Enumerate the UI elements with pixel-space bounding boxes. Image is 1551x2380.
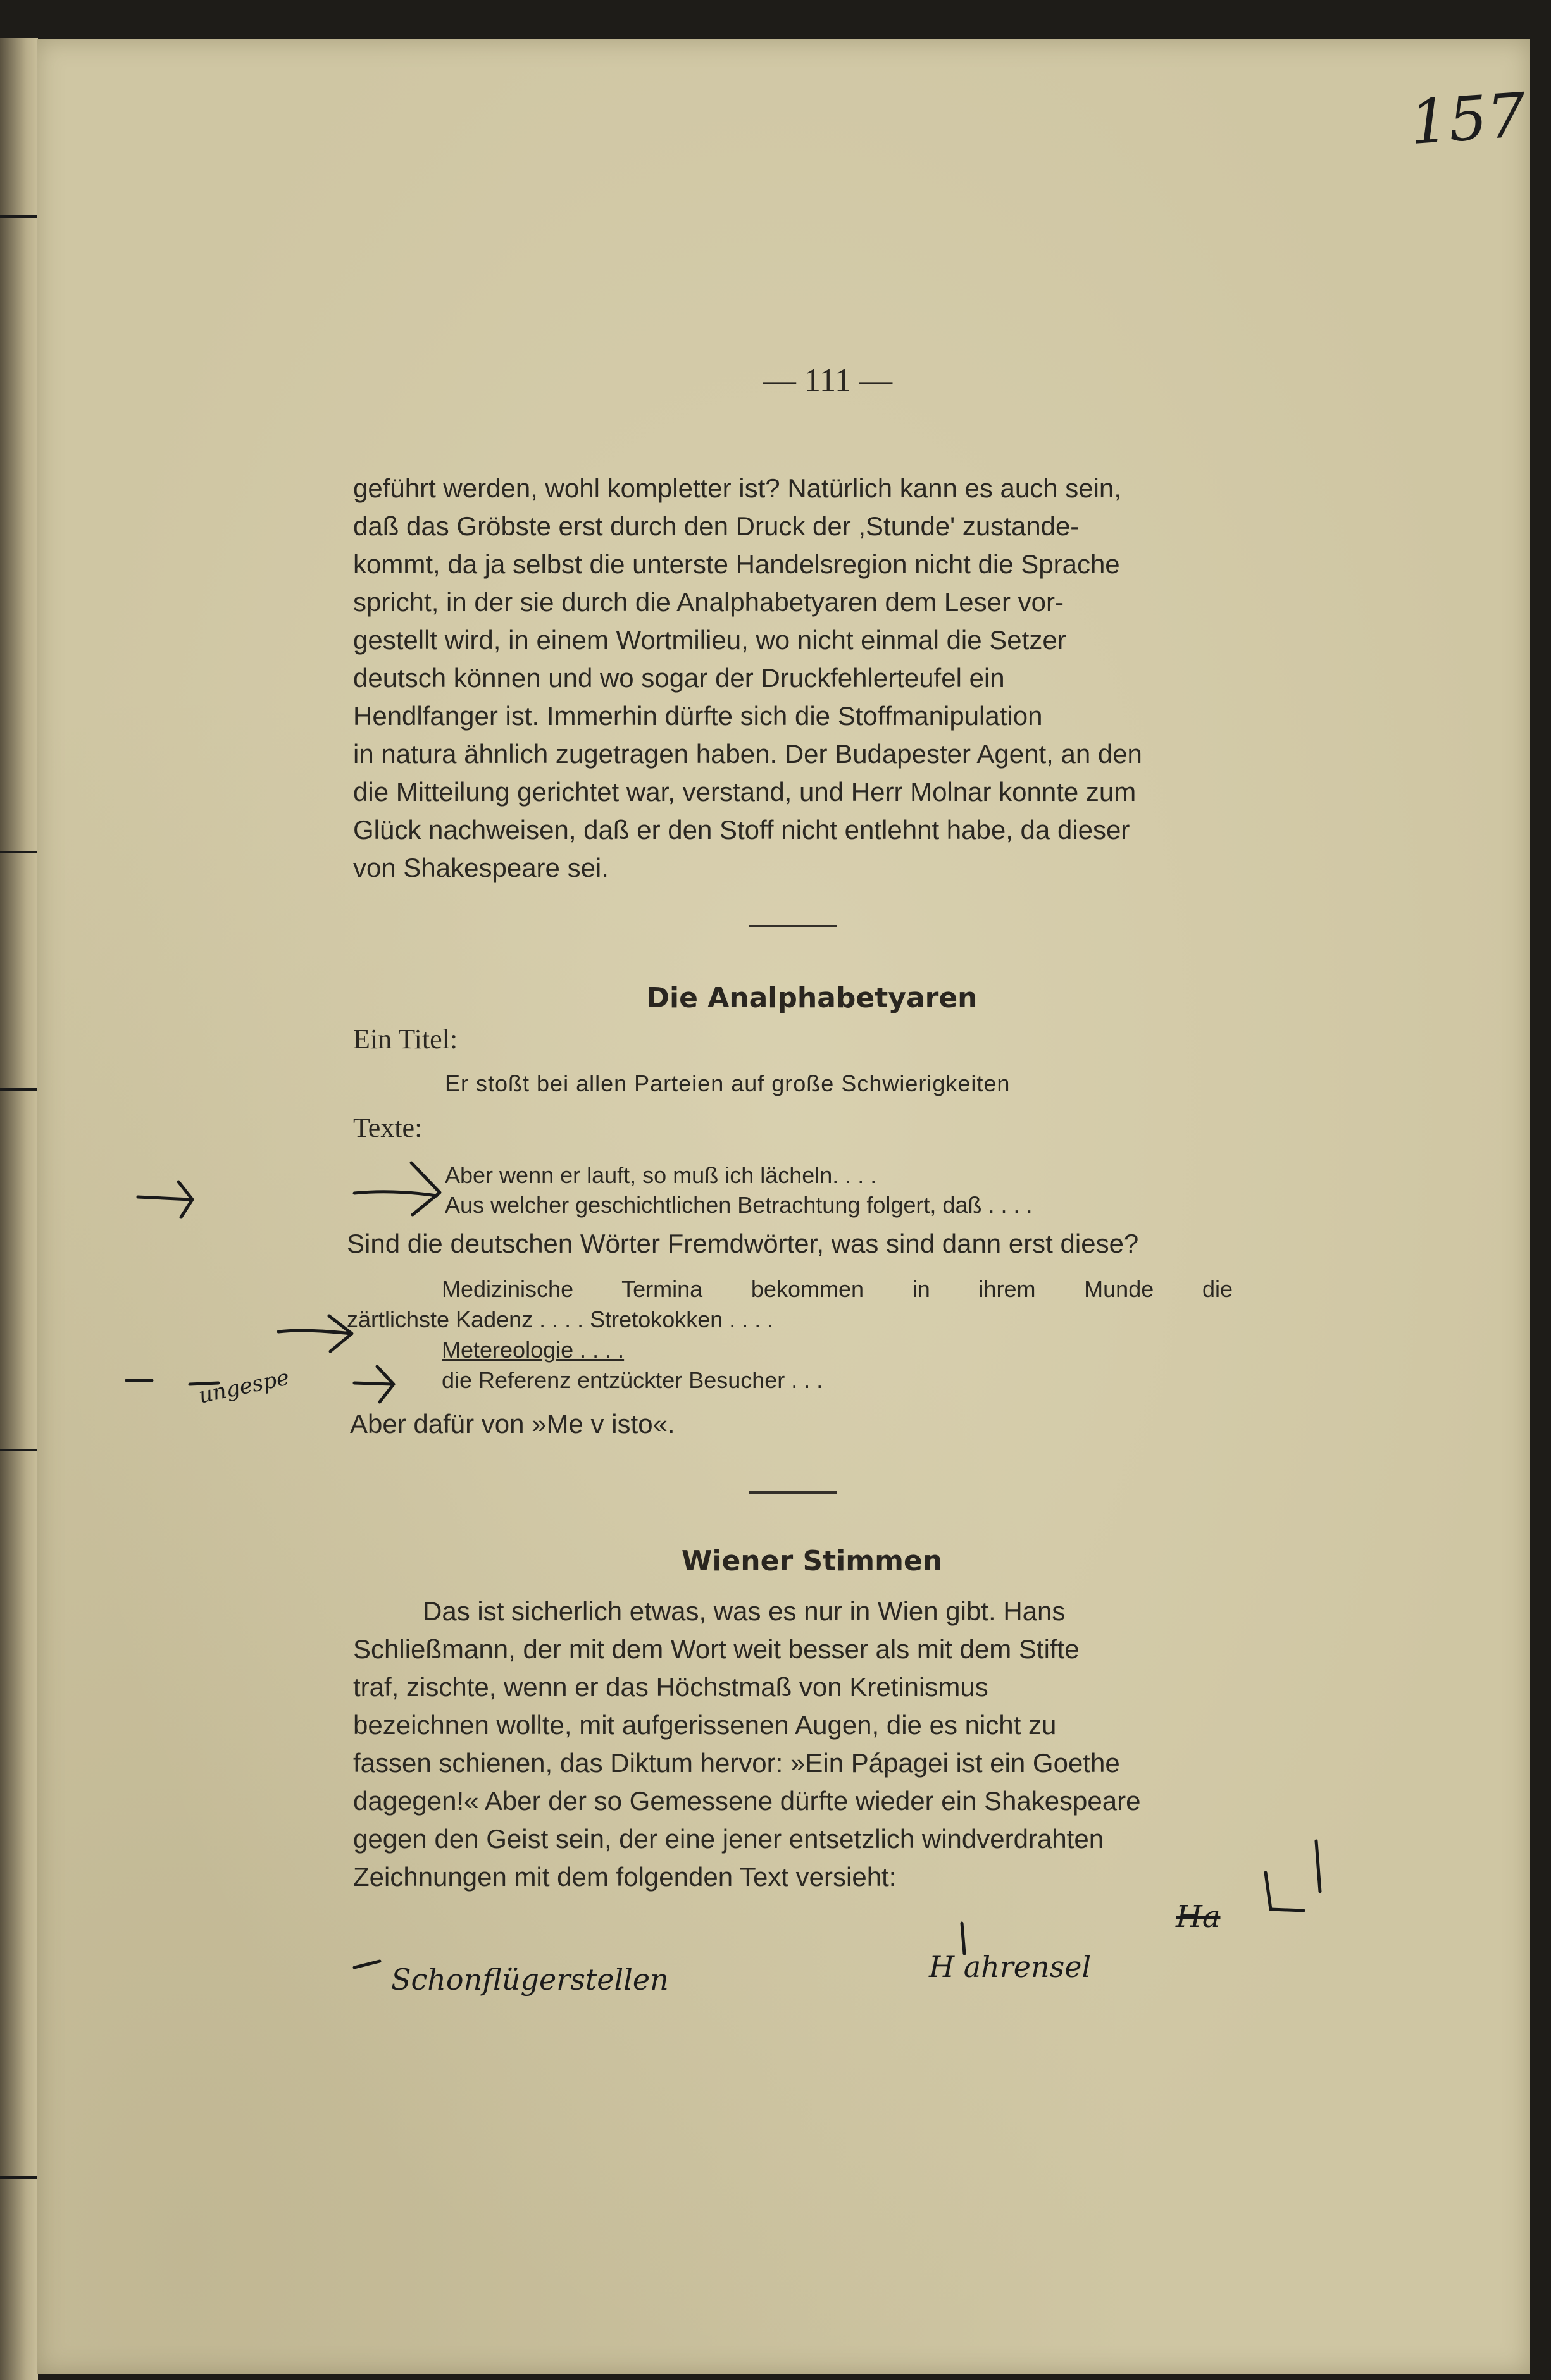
text-line: Glück nachweisen, daß er den Stoff nicht entlehnt habe, da dieser — [353, 815, 1130, 845]
text-line: Hendlfanger ist. Immerhin dürfte sich die Stoffmanipulation — [353, 701, 1043, 731]
handwritten-note-bottom-right: H ahrensel — [929, 1950, 1092, 1984]
text-line: dagegen!« Aber der so Gemessene dürfte wieder ein Shakespeare — [353, 1786, 1141, 1816]
page-sheet — [37, 39, 1530, 2374]
handwritten-note-bottom-left: Schonflügerstellen — [391, 1962, 669, 1997]
section-divider — [749, 925, 837, 927]
medical-line: zärtlichste Kadenz . . . . Stretokokken . . . . — [347, 1306, 774, 1332]
title-label: Ein Titel: — [353, 1024, 458, 1055]
texts-label: Texte: — [353, 1112, 423, 1143]
handwritten-page-number: 157 — [1407, 79, 1528, 159]
text-example-line: Aber wenn er lauft, so muß ich lächeln. . . . — [445, 1162, 877, 1188]
edge-rule — [0, 2176, 39, 2179]
text-line: gegen den Geist sein, der eine jener entsetzlich windverdrahten — [353, 1824, 1104, 1854]
text-line: bezeichnen wollte, mit aufgerissenen Augen, die es nicht zu — [353, 1710, 1057, 1740]
underlying-page-edge — [0, 38, 38, 2380]
wiener-paragraph — [353, 1592, 1271, 1896]
edge-rule — [0, 851, 39, 853]
text-line: von Shakespeare sei. — [353, 853, 609, 883]
edge-rule — [0, 215, 39, 218]
section-title-wiener-stimmen: Wiener Stimmen — [681, 1545, 943, 1577]
question-line: Sind die deutschen Wörter Fremdwörter, was sind dann erst diese? — [347, 1229, 1139, 1258]
intro-paragraph — [353, 469, 1271, 887]
margin-note: ungespe — [196, 1365, 292, 1409]
medical-line: die Referenz entzückter Besucher . . . — [442, 1367, 823, 1393]
handwritten-note-right-margin: Ha — [1176, 1899, 1221, 1935]
edge-rule — [0, 1449, 39, 1451]
text-line: Das ist sicherlich etwas, was es nur in Wien gibt. Hans — [423, 1596, 1066, 1626]
text-line: kommt, da ja selbst die unterste Handelsregion nicht die Sprache — [353, 549, 1120, 579]
section-divider — [749, 1491, 837, 1494]
text-line: deutsch können und wo sogar der Druckfehlerteufel ein — [353, 663, 1005, 693]
section-title-analphabetyaren: Die Analphabetyaren — [646, 982, 978, 1014]
medical-line: Metereologie . . . . — [442, 1337, 625, 1363]
text-line: spricht, in der sie durch die Analphabetyaren dem Leser vor- — [353, 587, 1064, 617]
text-line: Schließmann, der mit dem Wort weit besser als mit dem Stifte — [353, 1634, 1080, 1664]
text-line: gestellt wird, in einem Wortmilieu, wo nicht einmal die Setzer — [353, 625, 1066, 655]
printed-page-number: — 111 — — [763, 363, 893, 399]
text-line: geführt werden, wohl kompletter ist? Natürlich kann es auch sein, — [353, 473, 1121, 503]
text-line: in natura ähnlich zugetragen haben. Der Budapester Agent, an den — [353, 739, 1142, 769]
text-example-line: Aus welcher geschichtlichen Betrachtung folgert, daß . . . . — [445, 1192, 1033, 1218]
text-line: die Mitteilung gerichtet war, verstand, und Herr Molnar konnte zum — [353, 777, 1137, 807]
text-line: fassen schienen, das Diktum hervor: »Ein Pápagei ist ein Goethe — [353, 1748, 1120, 1778]
text-line: daß das Gröbste erst durch den Druck der ,Stunde' zustande- — [353, 511, 1080, 541]
closing-line: Aber dafür von »Me v isto«. — [350, 1409, 675, 1439]
edge-rule — [0, 1088, 39, 1091]
medical-line: Medizinische Termina bekommen in ihrem Munde die — [442, 1276, 1233, 1302]
title-example: Er stoßt bei allen Parteien auf große Schwierigkeiten — [445, 1070, 1011, 1096]
text-line: traf, zischte, wenn er das Höchstmaß von Kretinismus — [353, 1672, 988, 1702]
text-line: Zeichnungen mit dem folgenden Text versieht: — [353, 1862, 897, 1892]
